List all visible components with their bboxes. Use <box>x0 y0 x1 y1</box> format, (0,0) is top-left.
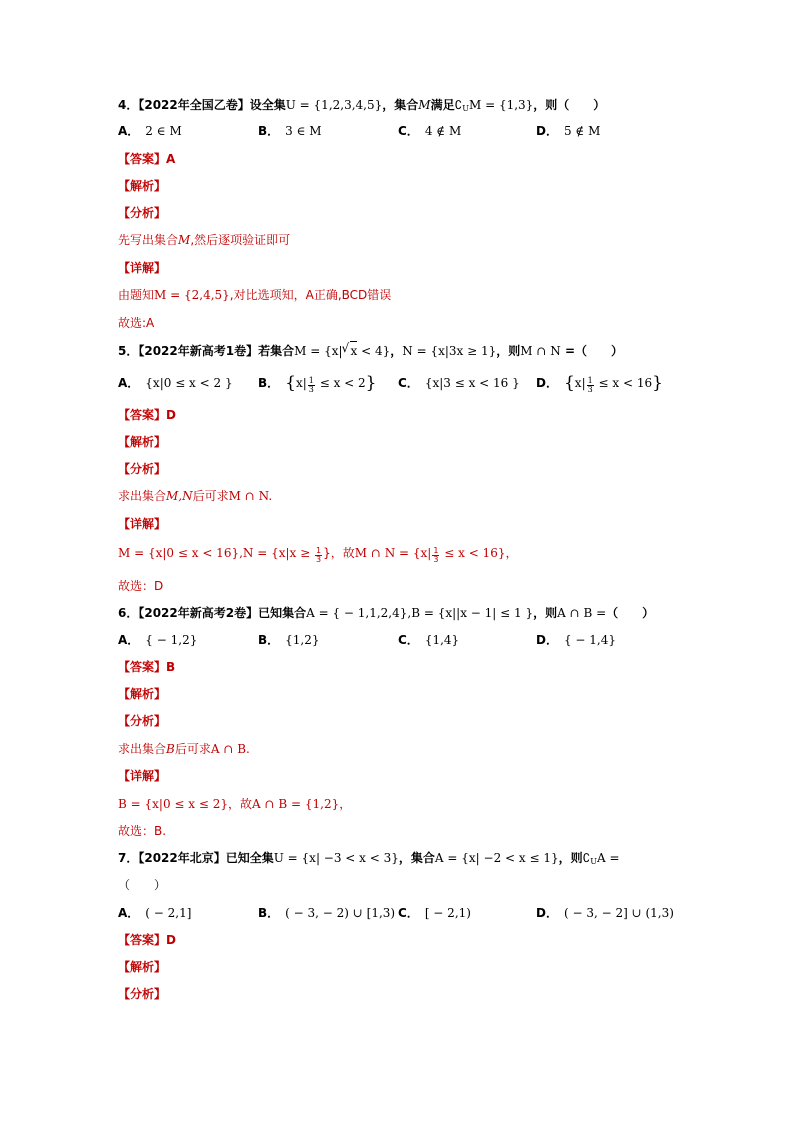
q4-option-c: C． 4 ∉ M <box>398 124 462 138</box>
q5-option-b: B． {x| $\frac{1}{3}$ ≤ x < 2} <box>258 373 377 394</box>
q6-option-d: D． { − 1,4} <box>536 633 617 647</box>
q5-fenxi: 【分析】 <box>118 462 167 476</box>
q5-answer: 【答案】D <box>118 408 176 422</box>
q5-option-c: C． {x|3 ≤ x < 16 } <box>398 376 520 390</box>
q7-option-c: C． [ − 2,1) <box>398 906 471 920</box>
q7-fenxi: 【分析】 <box>118 987 167 1001</box>
q5-xiangjie-text: M = {x|0 ≤ x < 16},N = {x|x ≥ $\frac{1}{3}$ }，故M ∩ N = {x| $\frac{1}{3}$ ≤ x < 16}， <box>118 546 518 564</box>
q4-option-d: D． 5 ∉ M <box>536 124 601 138</box>
q4-jiexi: 【解析】 <box>118 179 167 193</box>
q6-stem: 6．【2022年新高考2卷】已知集合A = { − 1,1,2,4},B = {x||x − 1| ≤ 1 }，则A ∩ B =（ ） <box>118 606 655 620</box>
q4-options <box>118 118 718 144</box>
q4-xiangjie-text: 由题知M = {2,4,5},对比选项知，A正确,BCD错误 <box>118 288 392 302</box>
q7-option-d: D． ( − 3, − 2] ∪ (1,3) <box>536 906 674 920</box>
q6-option-c: C． {1,4} <box>398 633 460 647</box>
q4-option-b: B． 3 ∈ M <box>258 124 322 138</box>
q7-option-a: A． ( − 2,1] <box>118 906 192 920</box>
q5-jiexi: 【解析】 <box>118 435 167 449</box>
q5-options <box>118 370 718 396</box>
q6-options <box>118 627 718 653</box>
q5-option-a: A． {x|0 ≤ x < 2 } <box>118 376 233 390</box>
q6-fenxi: 【分析】 <box>118 714 167 728</box>
q4-fenxi-text: 先写出集合M,然后逐项验证即可 <box>118 233 291 247</box>
q7-options <box>118 900 718 926</box>
q7-stem-line2: （ ） <box>118 878 167 892</box>
q7-answer: 【答案】D <box>118 933 176 947</box>
q7-option-b: B． ( − 3, − 2) ∪ [1,3) <box>258 906 396 920</box>
q6-fenxi-text: 求出集合B后可求A ∩ B. <box>118 742 250 756</box>
q4-guxuan: 故选:A <box>118 316 155 330</box>
q6-answer: 【答案】B <box>118 660 176 674</box>
q7-jiexi: 【解析】 <box>118 960 167 974</box>
q6-option-a: A． { − 1,2} <box>118 633 198 647</box>
q7-stem: 7．【2022年北京】已知全集U = {x| −3 < x < 3}，集合A = {x| −2 < x ≤ 1}，则$∁_UA$ = <box>118 851 620 866</box>
q4-fenxi: 【分析】 <box>118 206 167 220</box>
q6-guxuan: 故选：B. <box>118 824 167 838</box>
q5-xiangjie: 【详解】 <box>118 517 167 531</box>
q5-option-d: D． {x| $\frac{1}{3}$ ≤ x < 16} <box>536 373 663 394</box>
q4-stem: 4．【2022年全国乙卷】设全集U = {1,2,3,4,5}，集合M满足$∁_UM = \{1,3\}$，则（ ） <box>118 98 606 113</box>
q5-guxuan: 故选：D <box>118 579 164 593</box>
q6-jiexi: 【解析】 <box>118 687 167 701</box>
q5-stem: 5．【2022年新高考1卷】若集合M = {x|√ x < 4}，N = {x|3x ≥ 1}，则M ∩ N =（ ） <box>118 341 623 360</box>
q4-xiangjie: 【详解】 <box>118 261 167 275</box>
q6-xiangjie: 【详解】 <box>118 769 167 783</box>
q5-fenxi-text: 求出集合M,N后可求M ∩ N. <box>118 489 273 503</box>
q6-option-b: B． {1,2} <box>258 633 320 647</box>
q4-option-a: A． 2 ∈ M <box>118 124 182 138</box>
q6-xiangjie-text: B = {x|0 ≤ x ≤ 2}，故A ∩ B = {1,2}， <box>118 797 352 811</box>
q4-answer: 【答案】A <box>118 152 176 166</box>
